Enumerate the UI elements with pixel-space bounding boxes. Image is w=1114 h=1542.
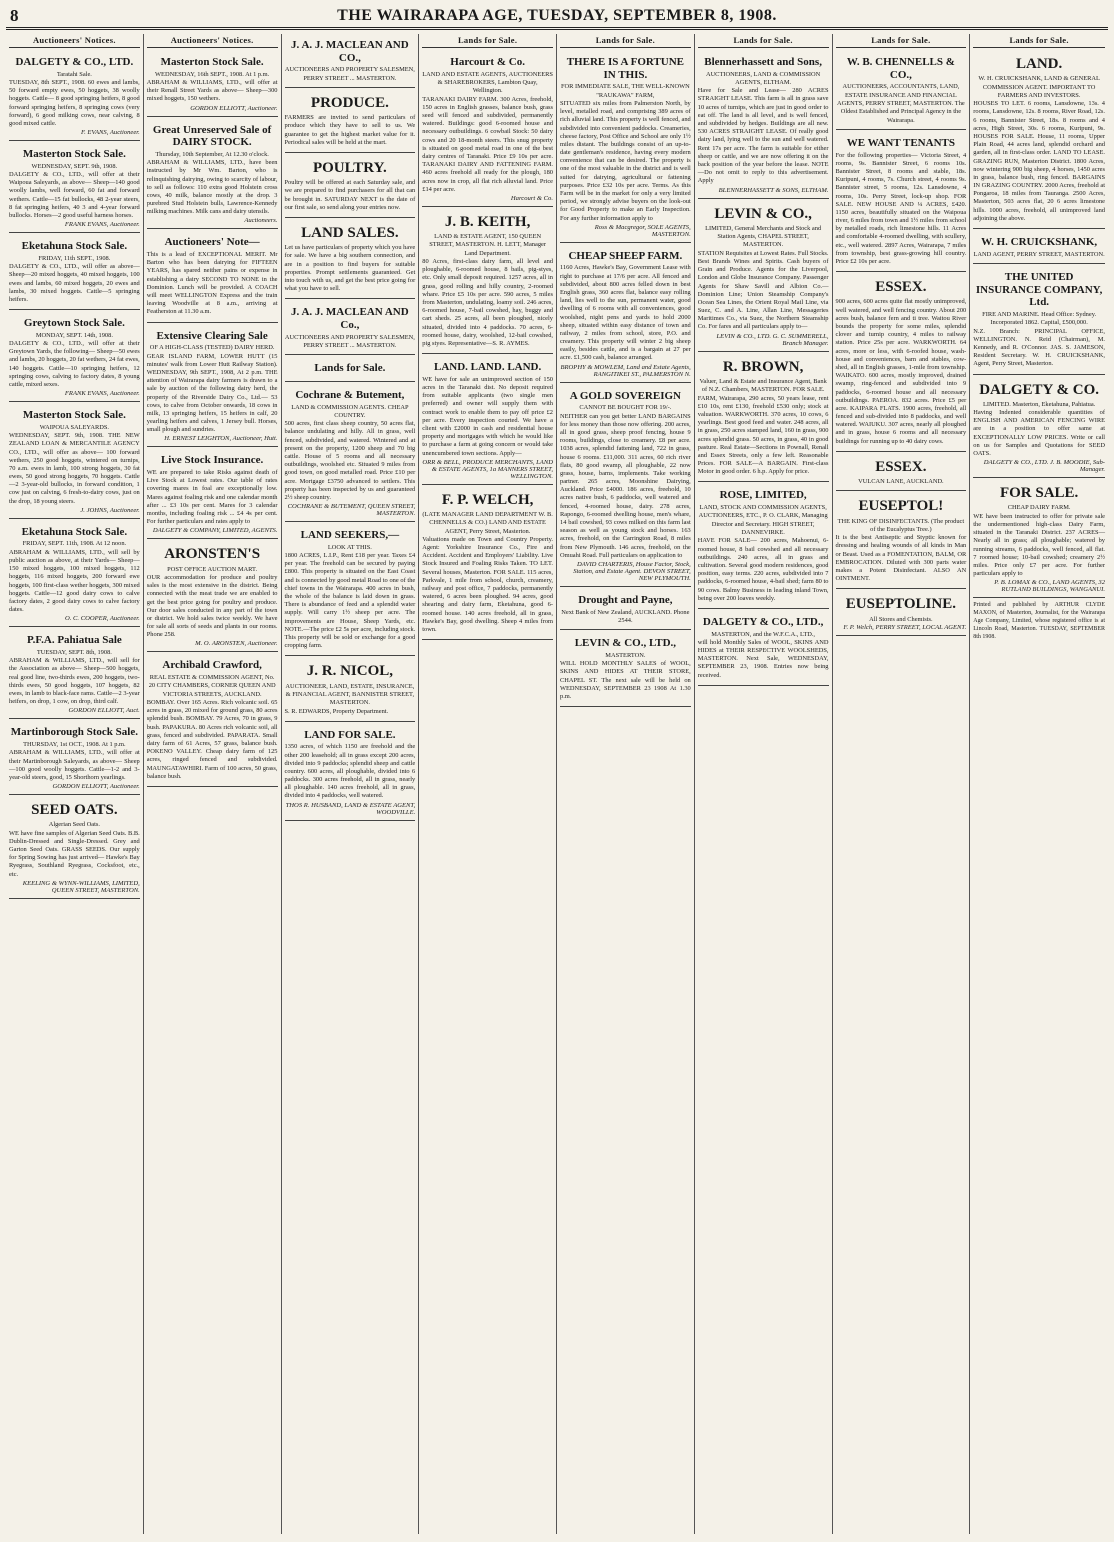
advertisement — [285, 384, 416, 522]
advertisement — [9, 404, 140, 519]
ad-signature: KEELING & WYNN-WILLIAMS, LIMITED, QUEEN STREET, MASTERTON. — [22, 879, 140, 894]
advertisement — [973, 377, 1105, 479]
ad-subtitle: (LATE MANAGER LAND DEPARTMENT W. B. CHENNELLS & CO.) LAND AND ESTATE AGENT, Perry Street, Masterton. — [422, 510, 553, 535]
advertisement — [285, 724, 416, 821]
ad-title: FOR SALE. — [999, 485, 1079, 502]
column-header: Lands for Sale. — [422, 34, 553, 48]
ad-signature: Ross & Macgregor, SOLE AGENTS, MASTERTON. — [594, 223, 691, 238]
ad-title: J. R. NICOL, — [306, 663, 393, 680]
ad-subtitle: THE KING OF DISINFECTANTS. (The product of the Eucalyptus Tree.) — [837, 517, 965, 533]
advertisement — [285, 658, 416, 721]
advertisement — [560, 385, 691, 587]
advertisement — [9, 235, 140, 310]
ad-title: W. H. CRUICKSHANK, — [981, 236, 1098, 249]
ad-title: ESSEX. — [875, 458, 927, 475]
ad-body: WILL HOLD MONTHLY SALES of WOOL, SKINS AND HIDES AT THEIR STORE, CHAPEL ST. The next sale will be held on WEDNESDAY, SEPTEMBER 23 1908 At 1.30 p.m. — [560, 660, 691, 700]
newspaper-column — [970, 34, 1108, 1534]
column-header: Lands for Sale. — [560, 34, 691, 48]
ad-subtitle: LAND AGENT, PERRY STREET, MASTERTON. — [973, 250, 1105, 258]
ad-signature: THOS R. HUSBAND, LAND & ESTATE AGENT, WOODVILLE. — [285, 801, 416, 816]
advertisement — [836, 591, 967, 636]
ad-subtitle: FRIDAY, SEPT. 11th, 1908. At 12 noon. — [22, 540, 127, 548]
masthead — [6, 8, 1108, 30]
advertisement — [973, 231, 1105, 264]
ad-body: DALGETY & CO., LTD., will offer at their Greytown Yards, the following— Sheep—50 ewes and lambs, 20 hoggets, 20 fat wethers, 24 fat ewes, 140 hoggets. Cattle—10 springing heifers, 12 springing cows, calving to factory dates, 8 young cattle, mixed sexes. — [9, 340, 140, 388]
ad-body: Poultry will be offered at each Saturday sale, and we are prepared to find purchasers for all that can be brought in. SATURDAY NEXT is the date of our first sale, so send along your entries now. — [284, 179, 416, 211]
ad-subtitle: MONDAY, SEPT. 14th, 1908. — [35, 331, 113, 339]
ad-subtitle: AUCTIONEERS, LAND & COMMISSION AGENTS, ELTHAM. — [705, 70, 821, 86]
advertisement — [285, 155, 416, 218]
ad-body: WE have been instructed to offer for private sale the undermentioned high-class Dairy Farm, situated in the Taranaki District. 237 ACRES—Nearly all in grass; all ploughable; watered by running streams, 6 paddocks, well fenced, all flat. 7 roomed house; 10-bail cowshed; creamery 2½ miles. Price only £7 per acre. For further particulars apply to — [973, 512, 1105, 578]
ad-signature: O. C. COOPER, Auctioneer. — [64, 615, 140, 623]
advertisement — [147, 654, 278, 787]
ad-title: R. BROWN, — [722, 358, 804, 375]
ad-body: ABRAHAM & WILLIAMS, LTD., will sell by public auction as above, at their Yards— Sheep—150 mixed hoggets, 100 mixed hoggets, 112 hoggets, 116 mixed hoggets, 200 forward ewe hoggets, 100 first-class wether hoggets, 300 mixed hoggets. Cattle—12 good dairy cows to calve factory dates, 2 good dairy cows to calve factory dates. — [9, 548, 140, 614]
ad-subtitle: Valuer, Land & Estate and Insurance Agent, Bank of N.Z. Chambers, MASTERTON. FOR SALE. — [699, 377, 827, 394]
ad-title: DALGETY & CO., LTD., — [702, 615, 824, 628]
ad-title: A GOLD SOVEREIGN — [569, 389, 681, 402]
ad-signature: J. JOHNS, Auctioneer. — [80, 506, 140, 514]
ad-title: PRODUCE. — [310, 94, 389, 111]
publisher-imprint: Printed and published by ARTHUR CLYDE MAXON, of Masterton, Journalist, for the Wairarapa Age Company, Limited, whose registered office is at Lincoln Road, Masterton. TUESDAY, SEPTEMBER 8th 1908. — [973, 602, 1105, 640]
newspaper-columns — [6, 34, 1108, 1534]
ad-subtitle: Algerian Seed Oats. — [48, 821, 101, 829]
newspaper-column — [557, 34, 695, 1534]
ad-title: Lands for Sale. — [314, 362, 386, 375]
newspaper-column — [144, 34, 282, 1534]
ad-body: will hold Monthly Sales of WOOL, SKINS AND HIDES at THEIR RESPECTIVE WOOLSHEDS, MASTERTON. Next Sale, WEDNESDAY, SEPTEMBER 23, 1908. Entries now being received. — [697, 638, 829, 679]
advertisement — [9, 797, 140, 899]
ad-title: DALGETY & CO. — [979, 381, 1100, 398]
ad-title: LAND SALES. — [301, 224, 399, 241]
advertisement — [836, 274, 967, 452]
advertisement — [9, 629, 140, 719]
ad-title: Extensive Clearing Sale — [156, 329, 268, 342]
advertisement — [285, 90, 416, 153]
ad-title: CHEAP SHEEP FARM. — [568, 249, 683, 262]
ad-body: ABRAHAM & WILLIAMS, LTD., will sell for the Association as above— Sheep—500 hoggets, real good line, two-thirds ewes, 200 hoggets, two-thirds ewes, 50 good hoggets, 107 hoggets, 82 ewes, in lamb to black-face rams. Cattle—2 3-year heifers, on drop, 1 cow, on drop, third calf. — [9, 657, 140, 706]
ad-body: SITUATED six miles from Palmerston North, by level, metalled road, and comprising 389 acres of rich alluvial land. This property is well fenced, and subdivided into convenient paddocks. Creameries, cheese factory, Post Office and School are only 1½ miles distant. The buildings consist of an up-to-date gentleman's residence, having every modern convenience that can be desired. The property is one of the most valuable in the district and is well suited for dairying, agricultural or fattening purposes. Price £32 10s per acre. Terms. As this Farm will be in the market for only a very limited period, we strongly advise buyers on the look-out for Good Property to make an Early Inspection. For any further information apply to — [560, 99, 691, 222]
ad-title: Archibald Crawford, — [162, 659, 262, 672]
advertisement — [698, 51, 829, 199]
ad-title: Cochrane & Butement, — [295, 388, 405, 401]
ad-title: ESSEX. — [875, 279, 927, 296]
ad-body: NEITHER can you get better LAND BARGAINS for less money than those now offering. 200 acres, all in good grass, sheep proof fencing, house 9 rooms, buildings, close to creamery. £8 per acre. 1038 acres, splendid fattening land, 722 in grass, house 6 rooms. £11,000. 311 acres, 60 rich river flats, 80 good swamp, all ploughable, 22 now grass, house, barns, implements. Take working partner. 265 acres, Moonshine Dairying, Auckland. Price £4000. 186 acres, freehold, 10 acres native bush, 6 paddocks, well watered and fenced, 4-roomed house, dairy. 278 acres, Rapongo, 6-roomed dwelling house, men's whare, 14 bail cowshed, 93 cows milked on this farm last season as well as young stock and horses. 163 acres, freehold, on the Carrington Road, 8 miles from New Plymouth. 146 acres, freehold, on the Omuahi Road. Full particulars on application to — [560, 412, 691, 559]
ad-subtitle: LOOK AT THIS. — [327, 543, 372, 551]
advertisement — [836, 132, 967, 272]
ad-title: Masterton Stock Sale. — [22, 148, 126, 161]
ad-title: LEVIN & CO., LTD., — [574, 637, 677, 650]
ad-title: Masterton Stock Sale. — [160, 56, 264, 68]
ad-subtitle: POST OFFICE AUCTION MART. — [167, 565, 258, 573]
ad-signature: F. P. Welch, PERRY STREET, LOCAL AGENT. — [843, 624, 967, 631]
ad-signature: F. EVANS, Auctioneer. — [80, 129, 140, 137]
ad-signature: DALGETY & CO., LTD. J. B. MOODIE, Sub-Manager. — [983, 459, 1105, 474]
ad-body: It is the best Antiseptic and Styptic known for dressing and healing wounds of all kinds in Man or Beast. Used as a FOMENTATION, BALM, OR EMBROCATION. Diluted with 300 parts water makes a Potent Disinfectant. ALSO AN OINTMENT. — [835, 534, 967, 583]
advertisement — [560, 589, 691, 630]
ad-subtitle: AUCTIONEER, LAND, ESTATE, INSURANCE, & FINANCIAL AGENT, BANNISTER STREET, MASTERTON. — [285, 682, 415, 707]
advertisement — [560, 632, 691, 707]
ad-body: TUESDAY, 8th SEPT., 1908. 60 ewes and lambs, 50 forward empty ewes, 50 hoggets, 38 woolly hoggets. Cattle— 8 good springing heifers, 8 good forward springing heifers, 8 springing cows (very forward), 6 good milking cows, near calving, 8 good mixed cattle. — [9, 78, 140, 127]
ad-subtitle: OF A HIGH-CLASS (TESTED) DAIRY HERD. — [149, 344, 275, 352]
ad-body: This is a lead of EXCEPTIONAL MERIT. Mr Barton who has been dairying for FIFTEEN YEARS, has spared neither pains or expense in establishing a dairy SECOND TO NONE in the Dominion. Lunch will be provided. A COACH will meet WELLINGTON Express and the train leaving Woodville at 8 a.m., arriving at Featherston at 11.30 a.m. — [146, 251, 278, 316]
ad-title: THE UNITED INSURANCE COMPANY, Ltd. — [975, 271, 1103, 309]
ad-body: WE have fine samples of Algerian Seed Oats. B.B. Dublin-Dressed and Single-Dressed. Grey and Garton Seed Oats. GRASS SEEDS. Our supply for Spring Sowing has just arrived— Hawke's Bay Ryegrass, Southland Ryegrass, Cocksfoot, etc., etc. — [9, 829, 140, 878]
ad-title: Eketahuna Stock Sale. — [21, 240, 128, 253]
ad-title: ARONSTEN'S — [164, 546, 261, 563]
advertisement — [147, 449, 278, 539]
ad-title: J. A. J. MACLEAN AND Co., — [291, 306, 409, 331]
advertisement — [285, 220, 416, 299]
ad-subtitle: All Stores and Chemists. — [869, 615, 933, 623]
column-header: Auctioneers' Notices. — [147, 34, 278, 48]
ad-title: Masterton Stock Sale. — [22, 409, 126, 422]
ad-title: W. B. CHENNELLS & CO., — [846, 56, 955, 81]
advertisement — [836, 454, 967, 492]
ad-subtitle: Taratahi Sale. — [56, 70, 92, 78]
ad-subtitle: TUESDAY, SEPT. 8th, 1908. — [36, 648, 112, 656]
ad-body: 1350 acres, of which 1150 are freehold and the other 200 leasehold; all in grass except 200 acres, divided into 9 paddocks; splendid sheep and cattle country. 600 acres, all ploughable, divided into 6 paddocks. 300 acres freehold, all in grass, nearly all ploughable. 140 acres freehold, all in grass, divided into 4 paddocks, well watered. — [284, 743, 416, 800]
ad-body: N.Z. Branch: PRINCIPAL OFFICE, WELLINGTON. N. Reid (Chairman), M. Kennedy, and R. O'Connor. JAS. S. JAMESON, Resident Secretary. W. H. CRUICKSHANK, Agent, Perry Street, Masterton. — [973, 327, 1105, 368]
ad-body: For the following properties— Victoria Street, 4 rooms, 9s. Bannister Street, 6 rooms 10s. Bannister Street, 8 rooms and stable, 18s. Kuripuni, 4 rooms, 7s. Church street, 4 rooms 9s. Bannister street, 5 rooms, 12s. Lansdowne, 4 rooms, 10s. Perry Street, lock-up shop. FOR SALE. NEW HOUSE AND ¼ ACRES, £420. 1150 acres, beautifully situated on the Waipoua river, 6 miles from town and 1½ miles from school by metalled roads, rich limestone hills. 11 Acres and comfortable 4-roomed dwelling, with scullery, etc., well watered. 2897 Acres, Wairarapa, 7 miles from township, best grass-growing hill country. Price £2 10s per acre. — [835, 151, 967, 265]
advertisement — [422, 487, 553, 640]
ad-subtitle: LIMITED, General Merchants and Stock and Station Agents, CHAPEL STREET, MASTERTON. — [705, 224, 822, 249]
column-header: Lands for Sale. — [698, 34, 829, 48]
advertisement — [9, 721, 140, 795]
advertisement — [698, 201, 829, 352]
ad-body: 1800 ACRES, L.I.P., Rent £18 per year. Taxes £4 per year. The freehold can be secured by paying £800. This property is situated on the East Coast and is connected by good metal Road to one of the chief towns in the Wairarapa. 400 acres in bush, the whole of the balance is laid down in grass. There is abundance of feed and a splendid water supply. Will carry 1½ sheep per acre. The improvements are House, Sheep Yards, etc. NOTE.—The price £2 5s per acre, including stock. This property will be sold or exchange for a good cropping farm. — [284, 552, 416, 650]
ad-body: FARMERS are invited to send particulars of produce which they have to sell to us. We guarantee to get the highest market value for it. Periodical sales will be held at the mart. — [284, 114, 416, 146]
ad-title: SEED OATS. — [31, 802, 118, 819]
advertisement — [9, 51, 140, 141]
ad-signature: P. B. LOMAX & CO., LAND AGENTS, 32 RUTLAND BUILDINGS, WANGANUI. — [994, 579, 1105, 594]
ad-body: WEDNESDAY, SEPT. 9th, 1908. THE NEW ZEALAND LOAN & MERCANTILE AGENCY CO., LTD., will offer as above— 100 forward wethers, 250 good hoggets, wintered on turnips, 70 a.m. ewes in lamb, 100 strong hoggets, 30 fat ewes, 50 good strong hoggets, 70 hoggets. Cattle—2 3-year-old bullocks, in forward condition, 1 cow just on calving, 6 fresh-to-dairy cows, just on the drop, 18 young steers. — [9, 432, 140, 505]
ad-body: ABRAHAM & WILLIAMS, LTD., will offer at their Martinborough Saleyards, as above— Sheep—100 good woolly hoggets. Cattle—1-2 and 3-year-old steers, good, 15 Shorthorn yearlings. — [9, 749, 140, 781]
advertisement — [422, 209, 553, 354]
ad-body: ABRAHAM & WILLIAMS, LTD., have been instructed by Mr Wm. Barton, who is relinquishing dairying, owing to scarcity of labour, to sell as follows: 110 extra good Holstein cross cows, 40 milk, balance mostly at the drop. 3 purebred Stud Holstein bulls, Lawrence-Kennedy milking machines. Milk cans and dairy utensils. — [146, 159, 278, 216]
newspaper-column — [282, 34, 420, 1534]
newspaper-column — [419, 34, 557, 1534]
ad-body: OUR accommodation for produce and poultry sales is the most extensive in the district. Being connected with the meat trade we are enabled to get the best price going for poultry and produce. Our door sales conducted in any part of the town or district. We hold sales twice weekly. We have for sale all sorts of seeds and plants in our rooms. Phone 258. — [146, 573, 278, 639]
ad-signature: FRANK EVANS, Auctioneer. — [64, 221, 140, 229]
ad-subtitle: AUCTIONEERS AND PROPERTY SALESMEN, PERRY STREET ... MASTERTON. — [284, 66, 415, 82]
advertisement — [698, 611, 829, 686]
ad-title: DALGETY & CO., LTD. — [15, 56, 134, 68]
ad-title: Greytown Stock Sale. — [23, 317, 125, 330]
ad-signature: GORDON ELLIOTT, Auctioneer. — [190, 104, 278, 112]
ad-title: Great Unreserved Sale of DAIRY STOCK. — [152, 123, 272, 149]
advertisement — [422, 356, 553, 485]
advertisement — [9, 312, 140, 402]
ad-signature: LEVIN & CO., LTD. G. C. SUMMERELL, Branch Manager. — [716, 332, 829, 347]
ad-signature: H. ERNEST LEIGHTON, Auctioneer, Hutt. — [164, 435, 278, 443]
advertisement — [285, 34, 416, 88]
ad-body: Having Indented considerable quantities of ENGLISH AND AMERICAN FENCING WIRE are in a position to offer same at EXCEPTIONALLY LOW PRICES. Write or call on us for Samples and Quotations for SEED OATS. — [973, 409, 1105, 458]
ad-subtitle: MASTERTON, and the W.F.C.A., LTD., — [711, 630, 816, 638]
advertisement — [147, 51, 278, 117]
newspaper-title: THE WAIRARAPA AGE, TUESDAY, SEPTEMBER 8, 1908. — [337, 7, 777, 24]
ad-subtitle: WAIPOUA SALEYARDS. — [39, 423, 109, 431]
advertisement — [285, 524, 416, 656]
advertisement — [147, 325, 278, 448]
ad-subtitle: Next Bank of New Zealand, AUCKLAND. Phone 2544. — [561, 608, 690, 624]
ad-title: Live Stock Insurance. — [160, 454, 264, 467]
advertisement — [698, 484, 829, 608]
ad-body: ABRAHAM & WILLIAMS, LTD., will offer at their Renall Street Yards as above— Sheep—300 mixed hoggets, 150 wethers. — [146, 78, 278, 103]
ad-title: ROSE, LIMITED, — [719, 489, 807, 502]
ad-signature: GORDON ELLIOTT, Auctioneer. — [52, 783, 140, 791]
ad-signature: Harcourt & Co. — [510, 194, 553, 202]
newspaper-column — [695, 34, 833, 1534]
advertisement — [147, 119, 278, 230]
ad-signature: FRANK EVANS, Auctioneer. — [64, 390, 140, 398]
ad-title: LEVIN & CO., — [714, 205, 812, 222]
ad-subtitle: LAND, STOCK AND COMMISSION AGENTS, AUCTIONEERS, ETC., P. O. CLARK, Managing Director and Secretary. HIGH STREET, DANNEVIRKE. — [698, 504, 828, 537]
ad-signature: GORDON ELLIOTT, Auct. — [68, 707, 140, 715]
ad-title: Drought and Payne, — [578, 593, 673, 606]
column-header: Lands for Sale. — [973, 34, 1105, 48]
ad-body: Have for Sale and Lease— 280 ACRES STRAIGHT LEASE. This farm is all in grass save 10 acres of turnips, which are just in good order to eat off. The land is all level, and is well fenced, and subdivided by hedges. Buildings are all new. 530 ACRES STRAIGHT LEASE. Of really good dairy land, lying well to the sun and well watered. Rent 17s per acre. The farm is suitable for either sheep or cattle, and we are now offering it on the back position of the year before the lease. NOTE—Do not omit to reply to this advertisement. Apply — [697, 87, 829, 185]
advertisement — [285, 357, 416, 382]
ad-title: THERE IS A FORTUNE IN THIS. — [566, 56, 685, 81]
ad-subtitle: WEDNESDAY, SEPT. 9th, 1908. — [31, 162, 118, 170]
advertisement — [973, 51, 1105, 229]
ad-body: WE are prepared to take Risks against death of Live Stock at Lowest rates. Our table of rates covering mares in foal are exceptionally low. Mares against foaling risk and one calendar month after ... £3 10s per cent. Mares for 3 calendar months, including foaling risk ... £4 4s per cent. For further particulars and rates apply to — [146, 469, 278, 526]
ad-title: Blennerhassett and Sons, — [704, 56, 822, 68]
advertisement — [560, 51, 691, 243]
advertisement — [422, 51, 553, 207]
advertisement — [698, 354, 829, 483]
ad-subtitle: MASTERTON. — [605, 651, 646, 659]
advertisement — [973, 266, 1105, 375]
ad-body: HOUSES TO LET. 6 rooms, Lansdowne, 13s. 4 rooms, Lansdowne, 12s. 8 rooms, River Road, 12s. 6 rooms, Bannister Street, 18s. 8 rooms and 4 acres, High Street, 30s. 6 rooms, Kuripuni, 9s. HOUSES FOR SALE. House, 11 rooms, Upper Plain Road, 44 acres land, splendid orchard and garden, all in first-class order. LAND TO LEASE. GRAZING RUN, Masterton District. 1800 Acres, now wintering 900 big sheep, 4 horses, 1450 acres in grass, balance bush, ring fenced. BARGAINS IN GRAZING COUNTRY. 2000 Acres, freehold at Pongaroa, 18 miles from Tauranga. 2500 Acres, Masterton, 503 acres flat, 20 6 acres limestone hills. 1000 acres, freehold, all unimproved land adjoining the above. — [973, 100, 1105, 222]
ad-subtitle: LAND & ESTATE AGENT, 150 QUEEN STREET, MASTERTON. H. LETT, Manager Land Department. — [429, 233, 546, 257]
ad-title: WE WANT TENANTS — [846, 136, 955, 149]
advertisement — [147, 541, 278, 652]
ad-body: DALGETY & CO., LTD., will offer at their Waipoua Saleyards, as above— Sheep—140 good woolly lambs, well forward, 60 fat and forward wethers. Cattle—15 fat bullocks, 48 2-year steers, 8 fat springing heifers, 40 3 and 4-year forward bullocks. Horses—2 good useful harness horses. — [9, 171, 140, 219]
advertisement — [9, 521, 140, 627]
advertisement — [560, 245, 691, 383]
ad-title: POULTRY. — [312, 159, 387, 176]
ad-body: TARANAKI DAIRY FARM. 300 Acres, freehold, 150 acres in English grasses, balance bush, grass seed will fenced and subdivided, permanently watered. Buildings: good 6-roomed house and necessary outbuildings. 6 cowbail Stock: 50 dairy cows and 20 18-month steers. This snug property is situated on good metal road in one of the best dairy centres of Taranaki. Price £9 10s per acre. TARANAKI DAIRY AND FATTENING FARM. 460 acres freehold all ready for the plough, 180 acres now in crop, all flat rich alluvial land. Price £14 per acre. — [422, 95, 553, 193]
ad-title: EUSEPTOL! — [858, 498, 944, 515]
ad-body: HAVE FOR SALE— 200 acres, Mahoenui, 6-roomed house, 8 bail cowshed and all necessary outbuildings. 240 acres, all in grass and cultivation. Several good modern residences, good position, easy terms. 220 acres, subdivided into 7 paddocks, 6-roomed house, 4-bail shed; farm 80 to 90 cows. Balmy Business in leading inland Town, being over 200 loaves weekly. — [697, 537, 829, 602]
ad-title: J. B. KEITH, — [444, 213, 531, 230]
ad-subtitle: VULCAN LANE, AUCKLAND. — [858, 478, 944, 486]
ad-subtitle: THURSDAY, 1st OCT., 1908. At 1 p.m. — [23, 741, 126, 749]
ad-subtitle: FRIDAY, 11th SEPT., 1908. — [38, 254, 111, 262]
ad-subtitle: REAL ESTATE & COMMISSION AGENT, No. 20 CITY CHAMBERS, CORNER QUEEN AND VICTORIA STREETS, AUCKLAND. — [148, 674, 276, 698]
ad-title: LAND SEEKERS,— — [300, 529, 400, 542]
advertisement — [285, 301, 416, 355]
ad-subtitle: LAND & COMMISSION AGENTS. CHEAP COUNTRY. — [291, 403, 409, 419]
column-header: Lands for Sale. — [836, 34, 967, 48]
advertisement — [9, 143, 140, 233]
ad-signature: DALGETY & COMPANY, LIMITED, AGENTS. — [152, 527, 278, 535]
ad-title: Auctioneers' Note— — [164, 236, 260, 249]
ad-subtitle: FIRE AND MARINE. Head Office: Sydney. Incorporated 1862. Capital, £500,000. — [982, 310, 1097, 327]
ad-title: Harcourt & Co. — [450, 56, 525, 68]
advertisement — [836, 51, 967, 130]
ad-title: J. A. J. MACLEAN AND CO., — [291, 39, 409, 64]
newspaper-column — [6, 34, 144, 1534]
ad-signature: BLENNERHASSETT & SONS, ELTHAM. — [718, 186, 829, 194]
ad-title: LAND. LAND. LAND. — [433, 361, 542, 374]
ad-title: Martinborough Stock Sale. — [10, 726, 138, 739]
ad-subtitle: AUCTIONEERS, ACCOUNTANTS, LAND, ESTATE INSURANCE AND FINANCIAL AGENTS, PERRY STREET, MASTERTON. The Oldest Established and Principal Agency in the Wairarapa. — [837, 83, 965, 124]
ad-title: Eketahuna Stock Sale. — [21, 525, 128, 538]
ad-subtitle: Thursday, 10th September, At 12.30 o'clock. — [155, 150, 269, 158]
ad-subtitle: WEDNESDAY, 16th SEPT., 1908. At 1 p.m. — [155, 70, 270, 78]
ad-subtitle: LIMITED. Masterton, Eketahuna, Pahiatua. — [982, 400, 1096, 408]
ad-body: FARM, Wairarapa, 290 acres, 50 years lease, rent £10 10s, rent £130, freehold £530 only; stock at valuation. WARKWORTH. 370 acres, 10 cows, 6 yearlings. Best good feed and water. 248 acres, all in grass, 250 acres stamped land, 160 in grass, 900 acres splendid grass. 50 acres, in grass, 40 in good pasture. Real Estate—Sections in Pownall, Renall and Essex Streets, only a few left. Reasonable Prices. FOR SALE—A BARGAIN. First-class Motor in good order. 6 h.p. Apply for price. — [697, 394, 829, 476]
column-header: Auctioneers' Notices. — [9, 34, 140, 48]
ad-signature: DAVID CHARTERIS, House Factor, Stock, Station, and Estate Agent. DEVON STREET, NEW PLYMOUTH. — [573, 560, 691, 582]
newspaper-column — [833, 34, 971, 1534]
ad-signature: M. O. ARONSTEN, Auctioneer. — [195, 640, 278, 648]
page-number: 8 — [10, 6, 19, 25]
advertisement — [836, 493, 967, 589]
ad-title: LAND. — [1015, 56, 1063, 72]
ad-subtitle: AUCTIONEERS AND PROPERTY SALESMEN, PERRY STREET ... MASTERTON. — [284, 333, 415, 349]
ad-subtitle: W. H. CRUICKSHANK, LAND & GENERAL COMMISSION AGENT. IMPORTANT TO FARMERS AND INVESTORS. — [978, 75, 1100, 99]
ad-body: Let us have particulars of property which you have for sale. We have a big southern connection, and are in a position to find buyers for suitable properties. Prompt settlements guaranteed. Get into touch with us, and get the best price going for what you have to sell. — [284, 244, 416, 293]
ad-body: WE have for sale an unimproved section of 150 acres in the Taranaki dist. No deposit required from suitable applicants (two single men preferred) and owner will supply them with contract work to enable them to pay off price £2 per acre. Every inspection courted. We have a client with £2000 in cash and residential house property and mortgages with which he would like to purchase a farm at going concern or would take unencumbered town sections. Apply— — [422, 375, 553, 457]
advertisement — [973, 480, 1105, 598]
ad-body: STATION Requisites at Lowest Rates. Full Stocks. Best Brands Wines and Spirits. Cash buyers of Grain and Produce. Agents for the Liverpool, London and Globe Insurance Company. Passenger Agents for Shaw Savill and Albion Co.—Dominion Line; Union Steamship Company's Ocean Sea Lines, the Orient Royal Mail Line, via Suez, C. and A. Line, Allan Line, Messageries Maritimes Co., via Suez, the Northern Steamship Co. For fares and all particulars apply to— — [697, 249, 829, 331]
ad-body: 80 Acres, first-class dairy farm, all level and ploughable, 6-roomed house, 8 bails, pig-styes, etc. Only small deposit required. 1257 acres, all in grass, good rolling and hilly country, 2-roomed whare. Price £5 10s per acre. 590 acres, 5 miles from Masterton, undulating, loamy soil. 246 acres, 6-roomed house, 7-bail cowshed, hay, buggy and cart sheds. 25 acres, all been ploughed, nicely situated, divided into 4 paddocks. 70 acres, 6-roomed house, dairy, woolshed, 12-bail cowshed, pig styes. Representative—S. R. AYMES. — [422, 258, 553, 347]
ad-subtitle: CHEAP DAIRY FARM. — [1007, 504, 1071, 512]
ad-subtitle: LAND AND ESTATE AGENTS, AUCTIONEERS & SHAREBROKERS, Lambton Quay, Wellington. — [422, 70, 553, 95]
ad-body: DALGETY & CO., LTD., will offer as above— Sheep—20 mixed hoggets, 40 mixed hoggets, 100 ewes and lambs, 60 mixed hoggets, 20 ewes and lambs, 30 mixed hoggets. Cattle—5 springing heifers. — [9, 263, 140, 303]
ad-subtitle: CANNOT BE BOUGHT FOR 19/-. — [579, 404, 672, 412]
ad-body: BOMBAY. Over 165 Acres. Rich volcanic soil. 65 acres in grass, 20 mixed for ground grass, 80 acres splendid bush. BOMBAY. 79 Acres, 70 in grass, 9 bush. PAPAKURA. 80 Acres rich volcanic soil, all grass, fenced and subdivided. PAPARATA. Small dairy farm of 61 Acres, 57 grass, balance bush. POKENO VALLEY. Cheap dairy farm of 125 acres, ringed fenced and subdivided. MAUNGATAWHIRI. Farm of 100 acres, 50 grass, balance bush. — [146, 699, 278, 780]
ad-title: EUSEPTOLINE. — [845, 596, 956, 613]
ad-body: Valuations made on Town and Country Property. Agent: Yorkshire Insurance Co., Fire and Accident. Accident and Employers' Liability. Live Stock Insured and Foaling Risks Taken. TO LET. Several houses, Masterton. FOR SALE. 115 acres, Parkvale, 1 mile from school, church, creamery, railway and post office, 7 paddocks, permanently watered, 6 acres been ploughed. 94 acres, good shearing and dairy farm, Eketahuna, good 6-roomed house. 140 acres freehold, all in grass, Hawke's Bay, good dwelling. Sheep 4 miles from town. — [422, 535, 553, 633]
ad-signature: COCHRANE & BUTEMENT, QUEEN STREET, MASTERTON. — [287, 503, 416, 518]
ad-body: 900 acres, 600 acres quite flat mostly unimproved, well watered, and well fencing country. About 200 acres bush, balance fern and ti tree. Waitou River bounds the property for some miles, splendid clover and turnip country, 4 miles to railway station. Price 25s per acre. WARKWORTH. 64 acres, more or less, with 6-roofed house, wash-house and conveniences, barn and stables, cow-shed, all in English grasses, 1-mile from township. WAIKATO. 600 acres, mostly improved, drained swamp, ring-fenced and subdivided into 9 paddocks, 6-roomed house and all necessary outbuildings. PAEROA. 832 acres. Price £5 per acre. KAIPARA FLATS. 1900 acres, freehold, all fenced and sub-divided into 8 paddocks, and well watered. WAIUKU. 307 acres, nearly all ploughed and in grass, house 6 rooms and all necessary buildings for running up to 40 dairy cows. — [835, 298, 967, 445]
ad-body: GEAR ISLAND FARM, LOWER HUTT (15 minutes' walk from Lower Hutt Railway Station). WEDNESDAY, 9th SEPT., 1908, At 2 p.m. THE attention of Wairarapa dairy farmers is drawn to a sale by auction of the following dairy herd, the property of the Riverside Dairy Co., Ltd.— 53 cows, to calve from October onwards, 18 cows in milk, 13 springing heifers, 15 heifers in calf, 20 yearling heifers and calves, 1 Jersey bull. Horses, small plough and sundries. — [146, 352, 278, 434]
ad-title: P.F.A. Pahiatua Sale — [26, 634, 122, 647]
ad-body: S. R. EDWARDS, Property Department. — [284, 707, 389, 715]
ad-signature: ORR & BELL, PRODUCE MERCHANTS, LAND & ESTATE AGENTS, 1a MANNERS STREET, WELLINGTON. — [422, 458, 553, 480]
ad-signature: BROPHY & MOWLEM, Land and Estate Agents, RANGITIKEI ST., PALMERSTON N. — [560, 363, 691, 378]
ad-subtitle: FOR IMMEDIATE SALE, THE WELL-KNOWN "RAUKAWA" FARM, — [560, 83, 690, 99]
ad-body: 500 acres, first class sheep country, 50 acres flat, balance undulating and hilly. All in grass, well fenced, subdivided, and watered. Wintered and at present on the property, 1200 sheep and 70 big cattle. House of 5 rooms and all necessary outbuildings, woolshed etc. Situated 9 miles from good town, on good metalled road. Price £10 per acre. Mortgage £3750 advanced to settlers. This property has been inspected by us and guaranteed 2½ sheep country. — [284, 420, 416, 501]
ad-title: F. P. WELCH, — [441, 491, 534, 508]
ad-body: 1160 Acres, Hawke's Bay, Government Lease with right to purchase at 17/6 per acre. All fenced and subdivided, about 800 acres felled down in best English grass, 360 acres flat, balance easy rolling land, lies well to the sun, permanent water, good dwelling of 6 rooms with all conveniences, good woolshed, night pens and yards to hold 2000 sheep, situated within easy distance of town and railway, 2 miles from school, store, P.O. and creamery. This property will winter 2 big sheep easily, besides cattle, and is a bargain at 27 per acre. £1,500 cash, balance arranged. — [560, 264, 691, 362]
ad-signature: Auctioneers. — [244, 217, 278, 225]
ad-title: LAND FOR SALE. — [304, 728, 396, 741]
advertisement — [147, 231, 278, 322]
